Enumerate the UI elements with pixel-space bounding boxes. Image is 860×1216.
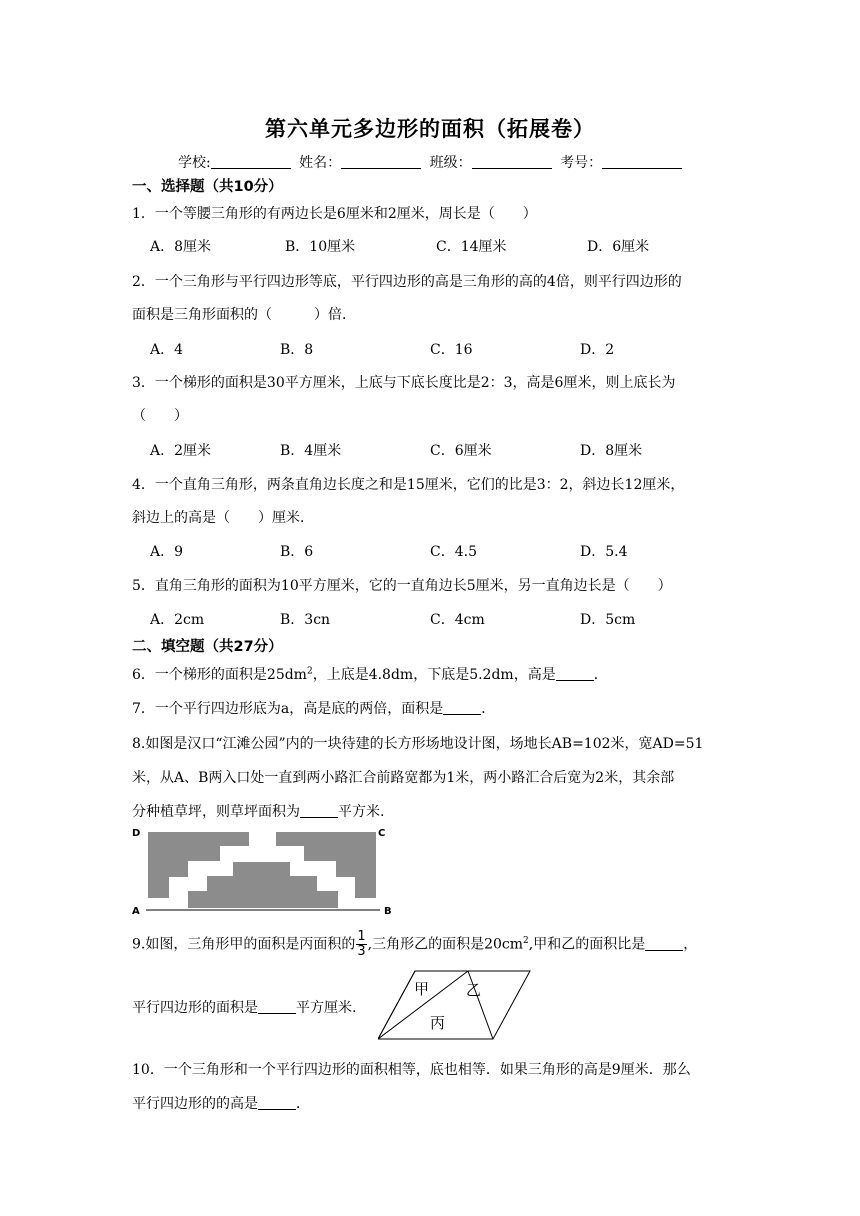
student-info-line (178, 152, 686, 172)
q6-sup: 2 (306, 666, 313, 677)
q5-option-c[interactable]: C．4cm (430, 612, 485, 628)
lawn-regions (148, 832, 376, 908)
label-d: D (132, 828, 141, 839)
left-edge (378, 971, 415, 1039)
parallelogram-figure (378, 966, 536, 1044)
question-3-line-1: 3．一个梯形的面积是30平方厘米，上底与下底长度比是2：3，高是6厘米，则上底长为 (132, 375, 676, 391)
question-4-line-2: 斜边上的高是（ ）厘米． (132, 510, 314, 526)
q10-text: 平行四边形的的高是 (132, 1096, 258, 1112)
q6-answer-blank[interactable] (556, 666, 594, 681)
q1-option-c[interactable]: C．14厘米 (436, 239, 507, 255)
question-5: 5．直角三角形的面积为10平方厘米，它的一直角边长5厘米，另一直角边长是（ ） (132, 578, 672, 594)
q9-text-a: 9.如图，三角形甲的面积是丙面积的 (132, 936, 356, 953)
q9-sup: 2 (523, 935, 529, 946)
label-bing: 丙 (430, 1014, 446, 1032)
q10-end: ． (296, 1096, 310, 1112)
q9-line2-text: 平行四边形的面积是 (132, 1000, 258, 1016)
q2-option-a[interactable]: A．4 (150, 342, 184, 358)
q1-option-b[interactable]: B．10厘米 (285, 239, 356, 255)
q9-text-b: ,三角形乙的面积是20cm (367, 936, 524, 953)
q1-option-a[interactable]: A．8厘米 (150, 239, 212, 255)
q2-option-c[interactable]: C．16 (430, 342, 473, 358)
school-blank[interactable] (211, 154, 291, 169)
q8-text: 分种植草坪，则草坪面积为 (132, 804, 300, 820)
label-jia: 甲 (414, 980, 430, 998)
q8-unit: 平方米. (338, 804, 385, 820)
q1-option-d[interactable]: D．6厘米 (587, 239, 650, 255)
q3-option-c[interactable]: C．6厘米 (430, 443, 492, 459)
section-choice-heading: 一、选择题（共10分） (132, 179, 283, 195)
school-label: 学校: (178, 155, 211, 171)
class-label: 班级： (429, 155, 472, 171)
label-b: B (384, 906, 392, 917)
label-yi: 乙 (466, 981, 482, 999)
question-10-line-2 (132, 1093, 310, 1113)
q9-area-blank[interactable] (258, 999, 296, 1014)
q3-option-b[interactable]: B．4厘米 (280, 443, 342, 459)
q9-text-c: ,甲和乙的面积比是 (528, 936, 646, 953)
question-2-line-1: 2．一个三角形与平行四边形等底，平行四边形的高是三角形的高的4倍，则平行四边形的 (132, 274, 682, 290)
question-8-line-3 (132, 801, 384, 821)
question-7 (132, 698, 495, 718)
q6-text-b: ，上底是4.8dm，下底是5.2dm，高是 (312, 667, 556, 683)
q9-frac-den: 3 (357, 944, 366, 959)
question-1: 1．一个等腰三角形的有两边长是6厘米和2厘米，周长是（ ） (132, 206, 537, 222)
q9-ratio-blank[interactable] (645, 936, 683, 951)
question-2-line-2: 面积是三角形面积的（ ）倍． (132, 307, 356, 323)
exam-no-label: 考号： (560, 155, 603, 171)
q9-frac-num: 1 (357, 929, 366, 944)
q4-option-a[interactable]: A．9 (150, 544, 184, 560)
label-a: A (132, 906, 140, 917)
page-title: 第六单元多边形的面积（拓展卷） (265, 117, 595, 141)
q4-option-d[interactable]: D．5.4 (580, 544, 628, 560)
question-10-line-1: 10．一个三角形和一个平行四边形的面积相等，底也相等．如果三角形的高是9厘米．那么 (132, 1062, 691, 1078)
q7-text: 7．一个平行四边形底为a，高是底的两倍，面积是 (132, 701, 444, 717)
question-6 (132, 664, 608, 684)
name-blank[interactable] (341, 154, 421, 169)
lawn-center (188, 862, 338, 908)
question-3-line-2: （ ） (132, 408, 188, 424)
question-4-line-1: 4．一个直角三角形，两条直角边长度之和是15厘米，它们的比是3：2，斜边长12厘米， (132, 477, 685, 493)
q3-option-d[interactable]: D．8厘米 (580, 443, 643, 459)
question-9-line-2 (132, 997, 356, 1017)
question-8-line-1: 8.如图是汉口“江滩公园”内的一块待建的长方形场地设计图，场地长AB=102米，宽AD=51 (132, 736, 704, 752)
q7-answer-blank[interactable] (443, 700, 481, 715)
q5-option-a[interactable]: A．2cm (150, 612, 205, 628)
q7-end: ． (481, 701, 496, 717)
q10-answer-blank[interactable] (258, 1095, 296, 1110)
q4-option-b[interactable]: B．6 (280, 544, 314, 560)
q6-text-a: 6．一个梯形的面积是25dm (132, 667, 307, 683)
q4-option-c[interactable]: C．4.5 (430, 544, 477, 560)
q9-text-d: ， (683, 936, 698, 953)
name-label: 姓名： (299, 155, 342, 171)
q2-option-b[interactable]: B．8 (280, 342, 314, 358)
question-8-line-2: 米，从A、B两入口处一直到两小路汇合前路宽都为1米，两小路汇合后宽为2米，其余部 (132, 770, 675, 786)
q5-option-d[interactable]: D．5cm (580, 612, 636, 628)
q6-end: ． (593, 667, 608, 683)
q9-fraction (356, 930, 366, 959)
q2-option-d[interactable]: D．2 (580, 342, 615, 358)
section-fill-heading: 二、填空题（共27分） (132, 639, 283, 655)
class-blank[interactable] (472, 154, 552, 169)
q8-answer-blank[interactable] (300, 803, 338, 818)
q9-line2-unit: 平方厘米. (296, 1000, 357, 1016)
label-c: C (378, 828, 386, 839)
q3-option-a[interactable]: A．2厘米 (150, 443, 212, 459)
exam-no-blank[interactable] (602, 154, 682, 169)
park-field-figure (128, 826, 398, 918)
q5-option-b[interactable]: B．3cn (280, 612, 331, 628)
question-9-line-1 (132, 930, 697, 959)
